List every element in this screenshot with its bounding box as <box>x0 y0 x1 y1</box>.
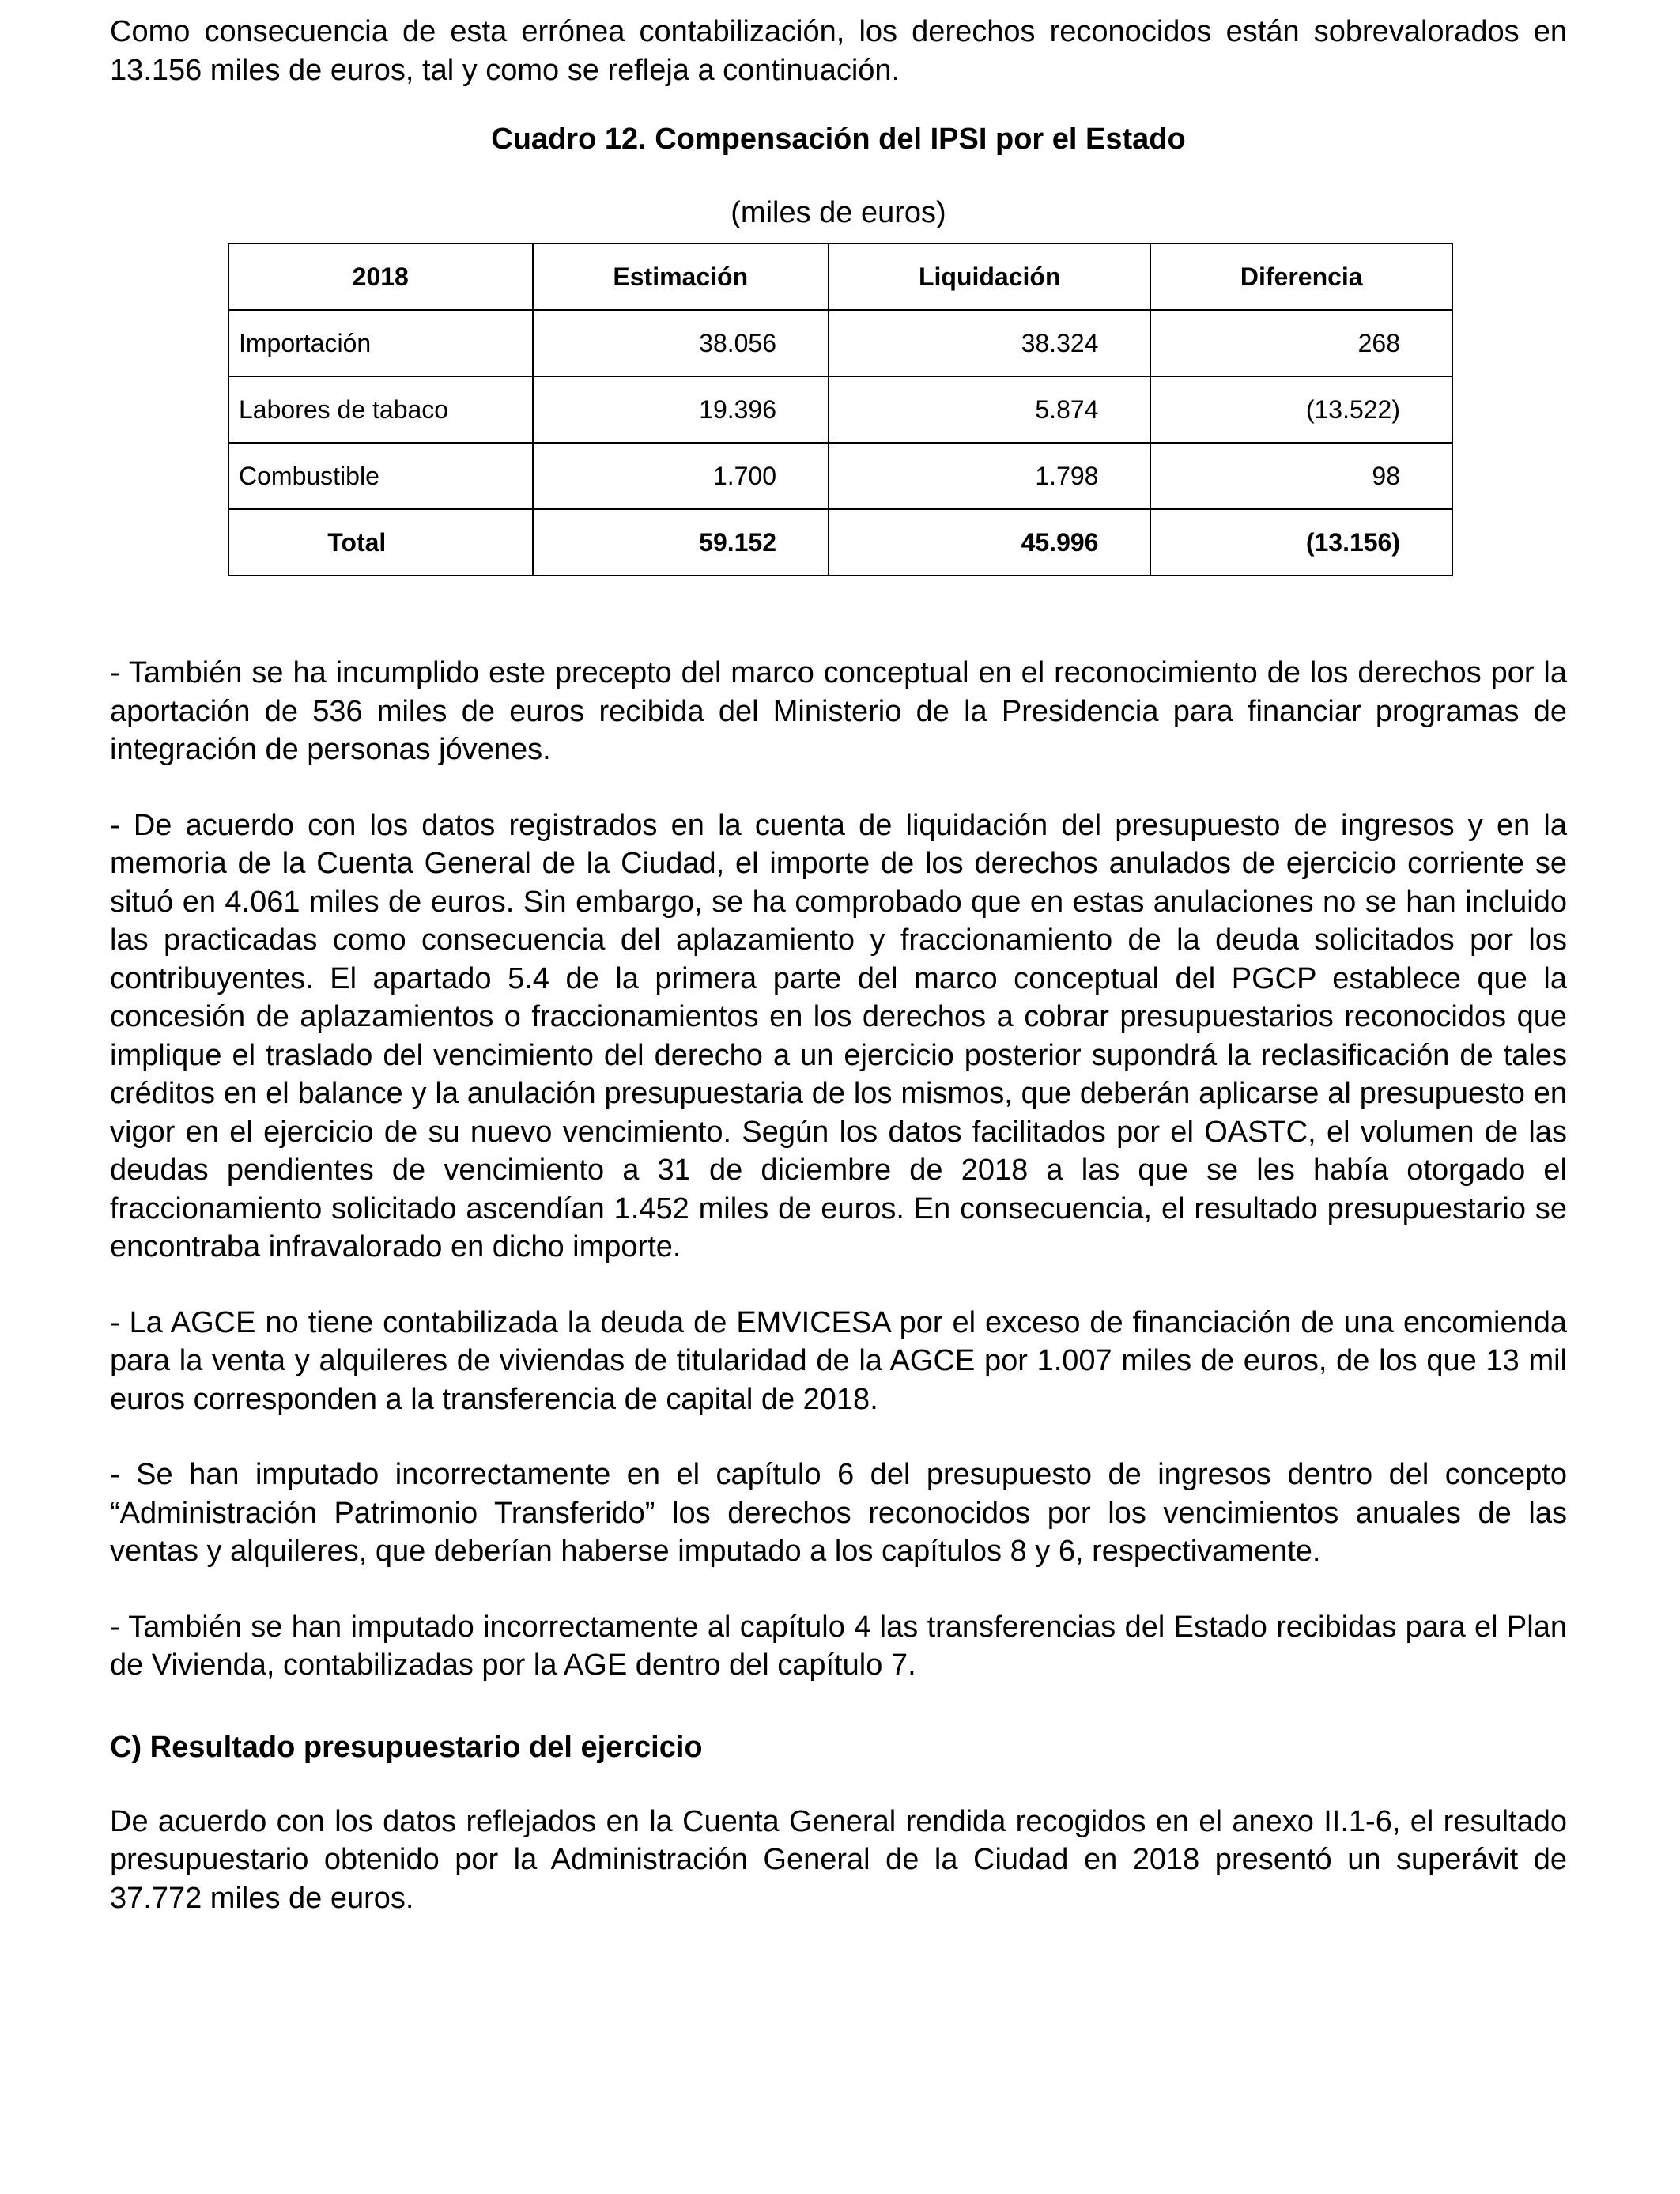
table-total-row <box>228 509 1452 576</box>
cell-estimacion: 1.700 <box>533 443 829 509</box>
intro-paragraph: Como consecuencia de esta errónea contabilización, los derechos reconocidos están sobrevalorados en 13.156 miles de euros, tal y como se refleja a continuación. <box>110 15 1567 87</box>
document-page <box>110 13 1567 1917</box>
paragraph-capitulo-4: - También se han imputado incorrectamente al capítulo 4 las transferencias del Estado recibidas para el Plan de Vivienda, contabilizadas por la AGE dentro del capítulo 7. <box>110 1610 1567 1682</box>
section-heading: C) Resultado presupuestario del ejercicio <box>110 1730 703 1764</box>
cell-diferencia: 98 <box>1150 443 1452 509</box>
total-liquidacion: 45.996 <box>829 509 1150 576</box>
table-row <box>228 443 1452 509</box>
row-label: Labores de tabaco <box>228 376 533 443</box>
table-subtitle: (miles de euros) <box>731 196 946 229</box>
cell-liquidacion: 1.798 <box>829 443 1150 509</box>
table-header-row <box>228 244 1452 310</box>
header-year: 2018 <box>228 244 533 310</box>
total-diferencia: (13.156) <box>1150 509 1452 576</box>
cell-liquidacion: 5.874 <box>829 376 1150 443</box>
ipsi-compensation-table <box>228 243 1453 576</box>
header-liquidacion: Liquidación <box>829 244 1150 310</box>
cell-estimacion: 19.396 <box>533 376 829 443</box>
header-diferencia: Diferencia <box>1150 244 1452 310</box>
table-row <box>228 376 1452 443</box>
total-estimacion: 59.152 <box>533 509 829 576</box>
cell-liquidacion: 38.324 <box>829 310 1150 376</box>
cell-diferencia: (13.522) <box>1150 376 1452 443</box>
paragraph-derechos-anulados: - De acuerdo con los datos registrados en la cuenta de liquidación del presupuesto de ingresos y en la memoria de la Cuenta General de la Ciudad, el importe de los derechos anulados de ejercicio corriente se situó en 4.061 miles de euros. Sin embargo, se ha comprobado que en estas anulaciones no se han incluido las practicadas como consecuencia del aplazamiento y fraccionamiento de la deuda solicitados por los contribuyentes. El apartado 5.4 de la primera parte del marco conceptual del PGCP establece que la concesión de aplazamientos o fraccionamientos en los derechos a cobrar presupuestarios reconocidos que implique el traslado del vencimiento del derecho a un ejercicio posterior supondrá la reclasificación de tales créditos en el balance y la anulación presupuestaria de los mismos, que deberán aplicarse al presupuesto en vigor en el ejercicio de su nuevo vencimiento. Según los datos facilitados por el OASTC, el volumen de las deudas pendientes de vencimiento a 31 de diciembre de 2018 a las que se les había otorgado el fraccionamiento solicitado ascendían 1.452 miles de euros. En consecuencia, el resultado presupuestario se encontraba infravalorado en dicho importe. <box>110 808 1567 1263</box>
section-body: De acuerdo con los datos reflejados en la Cuenta General rendida recogidos en el anexo II.1-6, el resultado presupuestario obtenido por la Administración General de la Ciudad en 2018 presentó un superávit de 37.772 miles de euros. <box>110 1804 1567 1915</box>
cell-diferencia: 268 <box>1150 310 1452 376</box>
paragraph-aportacion-presidencia: - También se ha incumplido este precepto del marco conceptual en el reconocimiento de los derechos por la aportación de 536 miles de euros recibida del Ministerio de la Presidencia para financiar programas de integración de personas jóvenes. <box>110 656 1567 766</box>
paragraph-deuda-emvicesa: - La AGCE no tiene contabilizada la deuda de EMVICESA por el exceso de financiación de una encomienda para la venta y alquileres de viviendas de titularidad de la AGCE por 1.007 miles de euros, de los que 13 mil euros corresponden a la transferencia de capital de 2018. <box>110 1305 1567 1416</box>
row-label: Importación <box>228 310 533 376</box>
header-estimacion: Estimación <box>533 244 829 310</box>
table-title: Cuadro 12. Compensación del IPSI por el Estado <box>491 123 1186 156</box>
paragraph-capitulo-6: - Se han imputado incorrectamente en el capítulo 6 del presupuesto de ingresos dentro del concepto “Administración Patrimonio Transferido” los derechos reconocidos por los vencimientos anuales de las ventas y alquileres, que deberían haberse imputado a los capítulos 8 y 6, respectivamente. <box>110 1458 1567 1568</box>
row-label: Combustible <box>228 443 533 509</box>
cell-estimacion: 38.056 <box>533 310 829 376</box>
total-label: Total <box>228 509 533 576</box>
table-row <box>228 310 1452 376</box>
